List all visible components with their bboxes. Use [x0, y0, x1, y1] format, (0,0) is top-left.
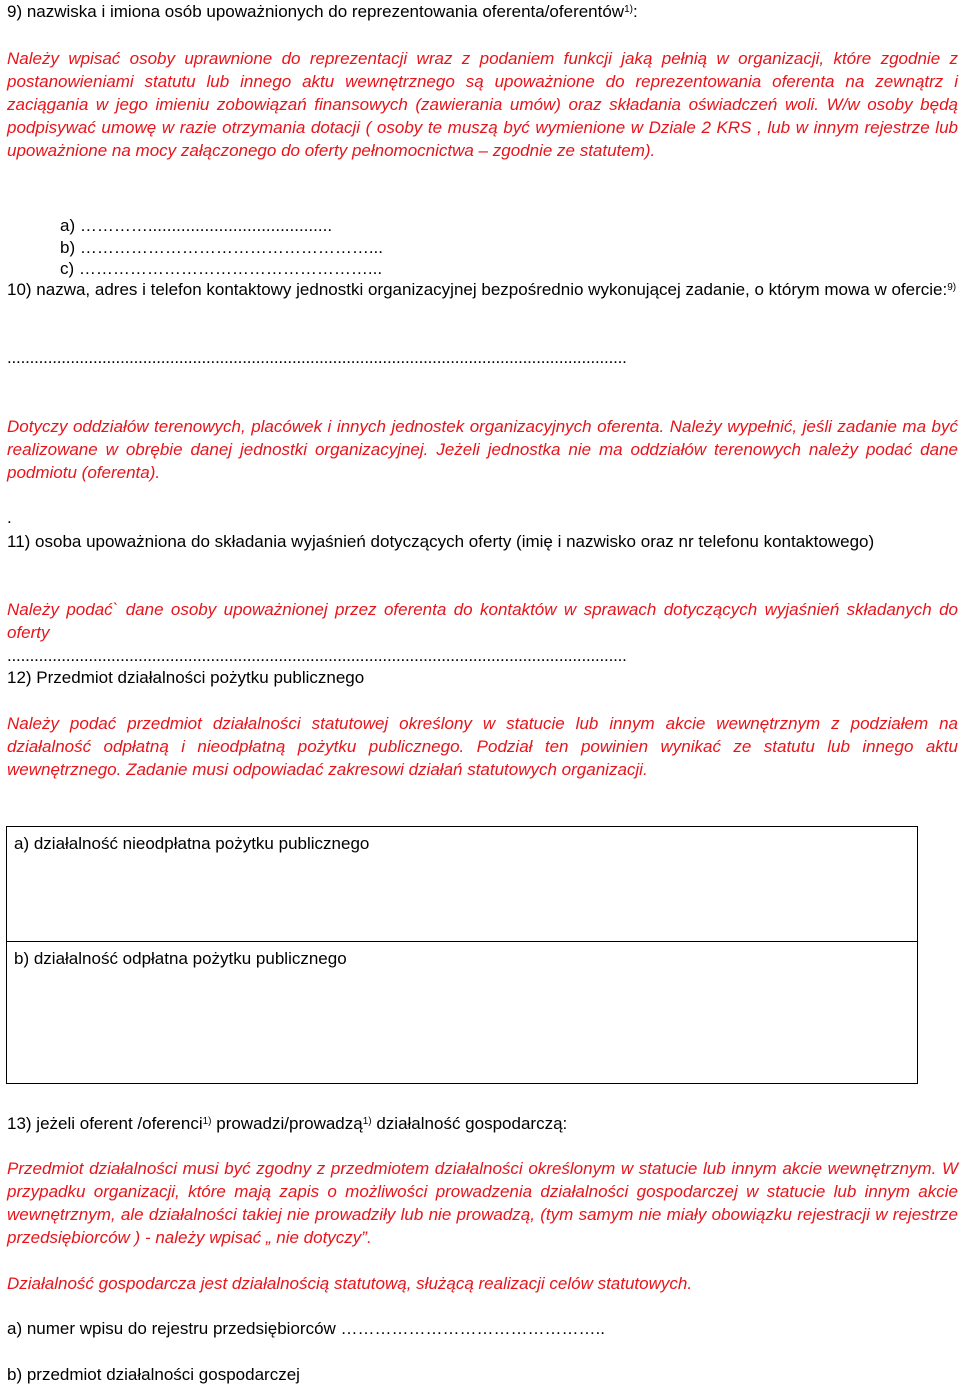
- section-9-note-1: Należy wpisać osoby uprawnione do reprezentacji wraz z podaniem funkcji jaką pełnią w organizacji, które zgodnie z postanowieniami statutu lub innego aktu wewnętrznego są upoważnione do reprezentowania oferenta na zewnątrz i zaciągania w jego imieniu zobowiązań finansowych (zawierania umów) oraz składania oświadczeń woli.: [7, 49, 958, 114]
- section-13-instruction: Przedmiot działalności musi być zgodny z przedmiotem działalności określonym w statucie lub innym akcie wewnętrznym. W przypadku organizacji, które mają zapis o możliwości prowadzenia działalności gospodarczej w statucie lub innym akcie wewnętrznym, ale działalności takiej nie prowadziły lub nie prowadzą, (tym samym nie miały obowiązku rejestracji w rejestrze przedsiębiorców ) - należy wpisać „ nie dotyczy”.: [7, 1159, 958, 1247]
- section-13-heading-part-3: działalność gospodarczą:: [371, 1114, 568, 1133]
- box-paid-activity-label: b) działalność odpłatna pożytku publicznego: [14, 949, 347, 968]
- section-10-fill-line: .........................................................................................................................................: [7, 348, 627, 367]
- box-unpaid-activity-label: a) działalność nieodpłatna pożytku publicznego: [14, 834, 370, 853]
- section-11-heading: 11) osoba upoważniona do składania wyjaśnień dotyczących oferty (imię i nazwisko oraz nr telefonu kontaktowego): [7, 532, 875, 551]
- section-13-note: Działalność gospodarcza jest działalnością statutową, służącą realizacji celów statutowych.: [7, 1274, 693, 1293]
- section-12-heading: 12) Przedmiot działalności pożytku publicznego: [7, 668, 365, 687]
- section-13-item-b: b) przedmiot działalności gospodarczej: [7, 1365, 300, 1384]
- section-9-heading-text: 9) nazwiska i imiona osób upoważnionych do reprezentowania oferenta/oferentów: [7, 2, 625, 21]
- section-9-note-2: W/w osoby będą podpisywać umowę w razie otrzymania dotacji ( osoby te muszą być wymienione w Dziale 2 KRS , lub w innym rejestrze lub upoważnione na mocy załączonego do oferty pełnomocnictwa – zgodnie ze statutem).: [7, 95, 958, 160]
- section-9-instruction: [7, 47, 958, 162]
- box-unpaid-activity[interactable]: [6, 826, 918, 942]
- footnote-ref: 1): [202, 1116, 212, 1127]
- section-11-fill-line: .........................................................................................................................................: [7, 646, 627, 665]
- list-item-c: c) ……………………………………………...: [60, 259, 383, 278]
- section-13-heading: [7, 1112, 567, 1135]
- section-12-instruction: Należy podać przedmiot działalności statutowej określony w statucie lub innym akcie wewnętrznym z podziałem na działalność odpłatną i nieodpłatną pożytku publicznego. Podział ten powinien wynikać ze statutu lub innego aktu wewnętrznego. Zadanie musi odpowiadać zakresowi działań statutowych organizacji.: [7, 714, 958, 779]
- section-10-note-1: Dotyczy oddziałów terenowych, placówek i innych jednostek organizacyjnych oferenta.: [7, 417, 665, 436]
- box-paid-activity[interactable]: [6, 941, 918, 1084]
- section-9-list: [60, 215, 383, 280]
- section-10-instruction: [7, 415, 958, 484]
- list-item-a: a) ………….......................................: [60, 216, 333, 235]
- list-item-b: b) ……………………………………………...: [60, 237, 384, 257]
- footnote-ref: 1): [362, 1116, 372, 1127]
- section-11-instruction: Należy podać` dane osoby upoważnionej przez oferenta do kontaktów w sprawach dotyczących wyjaśnień składanych do oferty: [7, 600, 958, 642]
- section-13-heading-part-1: 13) jeżeli oferent /oferenci: [7, 1114, 203, 1133]
- footnote-ref: 1): [624, 4, 633, 15]
- section-13-item-a: a) numer wpisu do rejestru przedsiębiorców ………………………………………..: [7, 1319, 605, 1338]
- section-10-heading-text: 10) nazwa, adres i telefon kontaktowy jednostki organizacyjnej bezpośrednio wykonującej zadanie, o którym mowa w ofercie:: [7, 280, 948, 299]
- period-mark: .: [7, 508, 12, 527]
- section-10-heading: [7, 278, 958, 301]
- section-9-heading: [7, 0, 638, 23]
- section-10-note-3: Jeżeli jednostka nie ma oddziałów terenowych należy podać dane podmiotu (oferenta).: [7, 440, 958, 482]
- section-10-note-2: Należy wypełnić, jeśli zadanie ma być realizowane w obrębie danej jednostki organizacyjnej.: [7, 417, 958, 459]
- footnote-ref: 9): [947, 282, 957, 293]
- section-13-heading-part-2: prowadzi/prowadzą: [211, 1114, 363, 1133]
- heading-colon: :: [633, 2, 638, 21]
